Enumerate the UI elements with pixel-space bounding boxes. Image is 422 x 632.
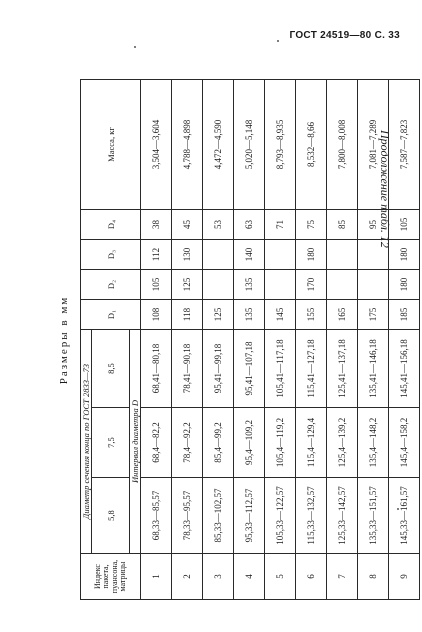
- table-cell-c: 135,41—146,18: [358, 330, 389, 408]
- table-cell-i: 1: [141, 554, 172, 600]
- table-cell-a: 85,33—102,57: [203, 478, 234, 554]
- table-cell-b: 78,4—92,2: [172, 408, 203, 478]
- table-cell-D1: 108: [141, 300, 172, 330]
- table-cell-i: 2: [172, 554, 203, 600]
- table-cell-b: 135,4—148,2: [358, 408, 389, 478]
- table-cell-a: 145,33—161,57: [389, 478, 420, 554]
- table-cell-D2: 135: [234, 270, 265, 300]
- table-cell-m: 8,532—8,66: [296, 80, 327, 210]
- table-cell-b: 95,4—109,2: [234, 408, 265, 478]
- table-cell-i: 6: [296, 554, 327, 600]
- col-diameter-header: Диаметр сечения конца по ГОСТ 2833—73: [81, 330, 92, 554]
- col-mass-header: Масса, кг: [81, 80, 141, 210]
- table-cell-D2: 180: [389, 270, 420, 300]
- table-cell-i: 3: [203, 554, 234, 600]
- table-cell-m: 4,472—4,590: [203, 80, 234, 210]
- table-cell-D4: 95: [358, 210, 389, 240]
- table-cell-a: 115,33—132,57: [296, 478, 327, 554]
- table-cell-c: 95,41—99,18: [203, 330, 234, 408]
- table-cell-b: 85,4—99,2: [203, 408, 234, 478]
- table-cell-b: 125,4—139,2: [327, 408, 358, 478]
- table-cell-D3: [358, 240, 389, 270]
- interval-header: Интервал диаметра D: [130, 330, 141, 554]
- table-row: [172, 80, 203, 600]
- table-cell-D4: 45: [172, 210, 203, 240]
- table-cell-m: 3,504—3,604: [141, 80, 172, 210]
- table-cell-D3: [203, 240, 234, 270]
- table-cell-c: 115,41—127,18: [296, 330, 327, 408]
- dimensions-table: [80, 79, 420, 600]
- table-cell-a: 135,33—151,57: [358, 478, 389, 554]
- sub-58-header: 5,8: [92, 478, 130, 554]
- table-row: [296, 80, 327, 600]
- table-cell-D1: 125: [203, 300, 234, 330]
- table-cell-D3: 130: [172, 240, 203, 270]
- scan-speck: [134, 46, 136, 48]
- table-caption: Продолжение табл. 12: [378, 130, 392, 248]
- table-cell-m: 5,020—5,148: [234, 80, 265, 210]
- table-cell-D2: 125: [172, 270, 203, 300]
- table-cell-D3: 180: [296, 240, 327, 270]
- table-cell-D1: 165: [327, 300, 358, 330]
- table-cell-a: 105,33—122,57: [265, 478, 296, 554]
- table-cell-D2: [327, 270, 358, 300]
- col-index-header: Индекс пакета, пуансона, матрицы: [81, 554, 141, 600]
- sub-85-header: 8,5: [92, 330, 130, 408]
- table-cell-b: 105,4—119,2: [265, 408, 296, 478]
- table-cell-b: 145,4—158,2: [389, 408, 420, 478]
- table-cell-i: 9: [389, 554, 420, 600]
- col-D1-header: D₁: [81, 300, 141, 330]
- sub-75-header: 7,5: [92, 408, 130, 478]
- rotated-table-block: [58, 80, 409, 600]
- table-cell-D3: 112: [141, 240, 172, 270]
- table-row: [389, 80, 420, 600]
- table-cell-m: 7,081—7,289: [358, 80, 389, 210]
- table-cell-D4: 85: [327, 210, 358, 240]
- table-cell-m: 4,788—4,898: [172, 80, 203, 210]
- table-cell-D2: [203, 270, 234, 300]
- table-cell-D3: 180: [389, 240, 420, 270]
- table-cell-D2: 105: [141, 270, 172, 300]
- table-cell-b: 115,4—129,4: [296, 408, 327, 478]
- table-cell-i: 4: [234, 554, 265, 600]
- table-units-title: Размеры в мм: [58, 295, 70, 385]
- table-cell-D1: 145: [265, 300, 296, 330]
- table-cell-D1: 175: [358, 300, 389, 330]
- scan-speck: [277, 40, 279, 42]
- table-cell-c: 105,41—117,18: [265, 330, 296, 408]
- table-row: [141, 80, 172, 600]
- col-D4-header: D₄: [81, 210, 141, 240]
- table-cell-D3: [327, 240, 358, 270]
- table-cell-a: 78,33—95,57: [172, 478, 203, 554]
- table-body: [141, 80, 420, 600]
- table-cell-a: 68,33—85,57: [141, 478, 172, 554]
- table-cell-m: 8,793—8,935: [265, 80, 296, 210]
- table-row: [203, 80, 234, 600]
- table-cell-D4: 71: [265, 210, 296, 240]
- table-cell-D1: 135: [234, 300, 265, 330]
- table-cell-i: 7: [327, 554, 358, 600]
- table-cell-D2: 170: [296, 270, 327, 300]
- table-cell-D3: [265, 240, 296, 270]
- table-row: [234, 80, 265, 600]
- page-header-standard: ГОСТ 24519—80 С. 33: [289, 30, 400, 41]
- table-cell-D1: 185: [389, 300, 420, 330]
- table-cell-i: 5: [265, 554, 296, 600]
- table-cell-m: 7,800—8,008: [327, 80, 358, 210]
- table-cell-b: 68,4—82,2: [141, 408, 172, 478]
- col-D2-header: D₂: [81, 270, 141, 300]
- table-cell-D4: 63: [234, 210, 265, 240]
- table-cell-c: 78,41—90,18: [172, 330, 203, 408]
- table-cell-D4: 75: [296, 210, 327, 240]
- table-cell-D4: 105: [389, 210, 420, 240]
- table-cell-c: 95,41—107,18: [234, 330, 265, 408]
- table-cell-D3: 140: [234, 240, 265, 270]
- table-cell-a: 125,33—142,57: [327, 478, 358, 554]
- table-cell-D2: [265, 270, 296, 300]
- table-row: [327, 80, 358, 600]
- table-cell-m: 7,587—7,823: [389, 80, 420, 210]
- col-D3-header: D₃: [81, 240, 141, 270]
- table-cell-c: 68,41—80,18: [141, 330, 172, 408]
- table-cell-D4: 38: [141, 210, 172, 240]
- table-cell-i: 8: [358, 554, 389, 600]
- table-row: [265, 80, 296, 600]
- table-cell-D1: 118: [172, 300, 203, 330]
- table-cell-c: 145,41—156,18: [389, 330, 420, 408]
- table-cell-D4: 53: [203, 210, 234, 240]
- table-cell-D1: 155: [296, 300, 327, 330]
- table-row: [358, 80, 389, 600]
- table-cell-c: 125,41—137,18: [327, 330, 358, 408]
- table-cell-a: 95,33—112,57: [234, 478, 265, 554]
- table-cell-D2: [358, 270, 389, 300]
